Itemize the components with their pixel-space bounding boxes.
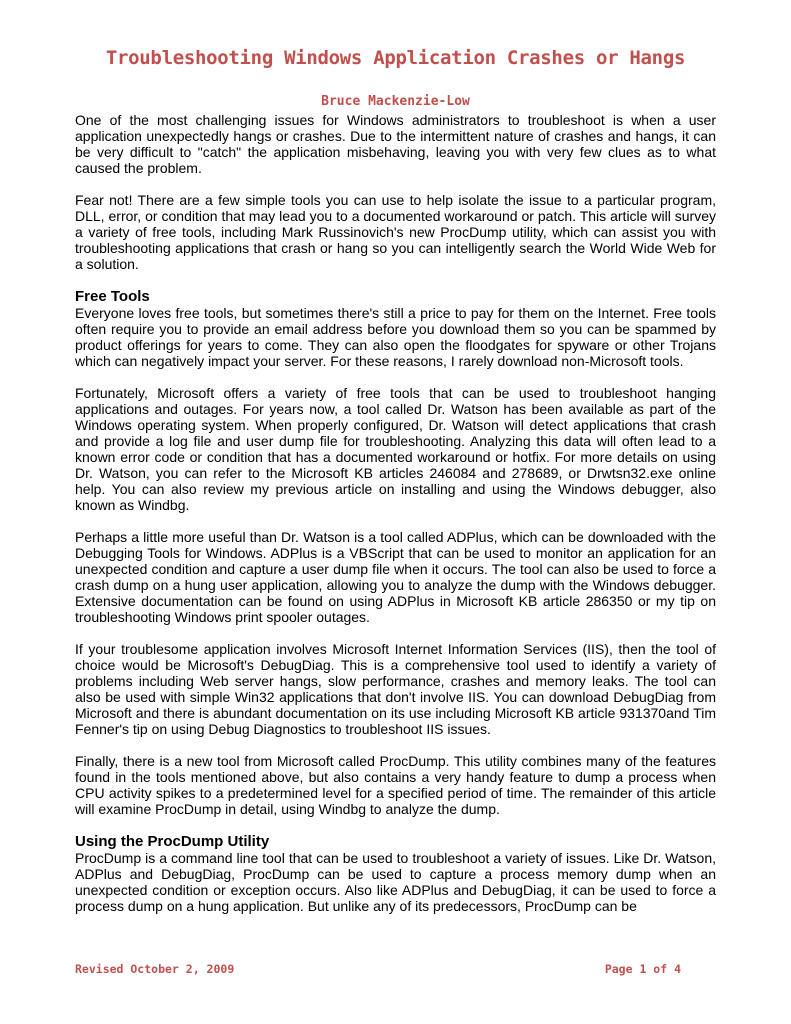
footer-page-number: Page 1 of 4: [604, 962, 681, 976]
free-tools-paragraph-4: If your troublesome application involves Microsoft Internet Information Services (IIS), then the tool of choice would be Microsoft's DebugDiag. This is a comprehensive tool used to identify a variety of problems including Web server hangs, slow performance, crashes and memory leaks. The tool can also be used with simple Win32 applications that don't involve IIS. You can download DebugDiag from Microsoft and there is abundant documentation on its use including Microsoft KB article 931370and Tim Fenner's tip on using Debug Diagnostics to troubleshoot IIS issues.: [75, 641, 716, 737]
document-author: Bruce Mackenzie-Low: [321, 94, 470, 109]
free-tools-paragraph-3: Perhaps a little more useful than Dr. Watson is a tool called ADPlus, which can be downloaded with the Debugging Tools for Windows. ADPlus is a VBScript that can be used to monitor an application for an unexpected condition and capture a user dump file when it occurs. The tool can also be used to force a crash dump on a hung user application, allowing you to analyze the dump with the Windows debugger. Extensive documentation can be found on using ADPlus in Microsoft KB article 286350 or my tip on troubleshooting Windows print spooler outages.: [75, 529, 716, 625]
footer-revised-date: Revised October 2, 2009: [75, 962, 235, 976]
free-tools-paragraph-2: Fortunately, Microsoft offers a variety of free tools that can be used to troubleshoot hanging applications and outages. For years now, a tool called Dr. Watson has been available as part of the Windows operating system. When properly configured, Dr. Watson will detect applications that crash and provide a log file and user dump file for troubleshooting. Analyzing this data will often lead to a known error code or condition that has a documented workaround or hotfix. For more details on using Dr. Watson, you can refer to the Microsoft KB articles 246084 and 278689, or Drwtsn32.exe online help. You can also review my previous article on installing and using the Windows debugger, also known as Windbg.: [75, 385, 716, 513]
section-heading-free-tools: Free Tools: [75, 288, 150, 305]
page-footer: [75, 962, 681, 976]
section-heading-procdump: Using the ProcDump Utility: [75, 833, 270, 850]
document-title: Troubleshooting Windows Application Crashes or Hangs: [105, 47, 686, 69]
free-tools-paragraph-5: Finally, there is a new tool from Microsoft called ProcDump. This utility combines many of the features found in the tools mentioned above, but also contains a very handy feature to dump a process when CPU activity spikes to a predetermined level for a specified period of time. The remainder of this article will examine ProcDump in detail, using Windbg to analyze the dump.: [75, 753, 716, 817]
intro-paragraph-1: One of the most challenging issues for Windows administrators to troubleshoot is when a user application unexpectedly hangs or crashes. Due to the intermittent nature of crashes and hangs, it can be very difficult to "catch" the application misbehaving, leaving you with very few clues as to what caused the problem.: [75, 112, 716, 176]
document-body: [75, 112, 716, 930]
free-tools-paragraph-1: Everyone loves free tools, but sometimes there's still a price to pay for them on the Internet. Free tools often require you to provide an email address before you download them so you can be spammed by product offerings for years to come. They can also open the floodgates for spyware or other Trojans which can negatively impact your server. For these reasons, I rarely download non-Microsoft tools.: [75, 305, 716, 369]
procdump-paragraph-1: ProcDump is a command line tool that can be used to troubleshoot a variety of issues. Like Dr. Watson, ADPlus and DebugDiag, ProcDump can be used to capture a process memory dump when an unexpected condition or exception occurs. Also like ADPlus and DebugDiag, it can be used to force a process dump on a hung application. But unlike any of its predecessors, ProcDump can be: [75, 850, 716, 914]
intro-paragraph-2: Fear not! There are a few simple tools you can use to help isolate the issue to a particular program, DLL, error, or condition that may lead you to a documented workaround or patch. This article will survey a variety of free tools, including Mark Russinovich's new ProcDump utility, which can assist you with troubleshooting applications that crash or hang so you can intelligently search the World Wide Web for a solution.: [75, 192, 716, 272]
